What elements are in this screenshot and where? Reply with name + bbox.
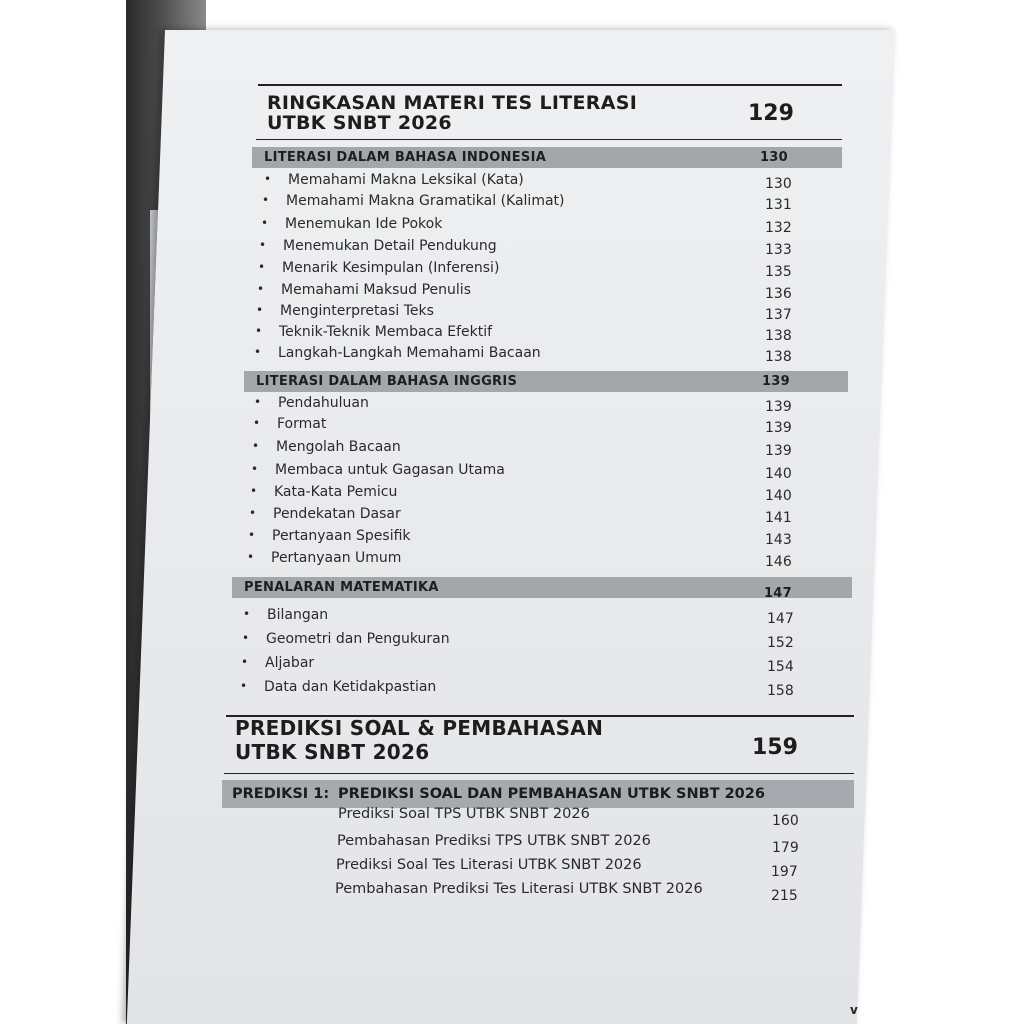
toc-entry-page: 140 [765, 466, 792, 482]
toc-entry-label: Langkah-Langkah Memahami Bacaan [278, 345, 541, 361]
bullet-icon: • [241, 655, 249, 669]
toc-entry-label: Pertanyaan Umum [271, 550, 402, 566]
bullet-icon: • [256, 303, 264, 317]
subsection-page: 147 [763, 586, 792, 601]
toc-entry-page: 135 [765, 264, 792, 280]
bullet-icon: • [252, 439, 260, 453]
prediksi-bar [222, 780, 854, 808]
toc-entry-page: 143 [765, 532, 792, 548]
prediksi-entry-page: 179 [772, 840, 799, 856]
toc-entry-label: Membaca untuk Gagasan Utama [275, 462, 505, 478]
prediksi-entry-label: Prediksi Soal TPS UTBK SNBT 2026 [338, 806, 590, 822]
toc-entry-label: Data dan Ketidakpastian [264, 679, 437, 695]
toc-entry-label: Geometri dan Pengukuran [266, 631, 450, 647]
toc-entry-page: 133 [765, 242, 792, 258]
bullet-icon: • [255, 324, 263, 338]
toc-entry-label: Memahami Maksud Penulis [281, 282, 471, 298]
toc-entry-page: 139 [765, 443, 792, 459]
toc-entry-label: Kata-Kata Pemicu [274, 484, 398, 500]
toc-entry-page: 154 [767, 659, 794, 675]
section1-title-line1: RINGKASAN MATERI TES LITERASI [267, 92, 638, 114]
bullet-icon: • [262, 193, 270, 207]
toc-entry-page: 130 [765, 176, 792, 192]
toc-entry-label: Aljabar [265, 655, 315, 671]
bullet-icon: • [243, 607, 251, 621]
toc-entry-page: 139 [765, 420, 792, 436]
section2-bottom-rule [224, 773, 854, 774]
subsection-bar-inggris [244, 371, 848, 392]
subsection-page: 130 [759, 150, 788, 165]
bullet-icon: • [253, 416, 261, 430]
section1-page: 129 [748, 101, 794, 126]
toc-entry-page: 146 [765, 554, 792, 570]
section1-top-rule [258, 84, 842, 86]
toc-entry-page: 158 [767, 683, 794, 699]
toc-entry-label: Format [277, 416, 327, 432]
toc-entry-page: 136 [765, 286, 792, 302]
subsection-title: LITERASI DALAM BAHASA INGGRIS [256, 374, 518, 389]
toc-entry-label: Teknik-Teknik Membaca Efektif [279, 324, 493, 340]
bullet-icon: • [254, 395, 262, 409]
section2-title-line2: UTBK SNBT 2026 [235, 740, 430, 764]
page-number: v [850, 1003, 858, 1017]
bullet-icon: • [257, 282, 265, 296]
bullet-icon: • [250, 484, 258, 498]
subsection-bar-indonesia [252, 147, 842, 168]
toc-entry-page: 132 [765, 220, 792, 236]
toc-entry-page: 137 [765, 307, 792, 323]
toc-entry-page: 140 [765, 488, 792, 504]
bullet-icon: • [254, 345, 262, 359]
bullet-icon: • [258, 260, 266, 274]
prediksi-entry-page: 197 [771, 864, 798, 880]
toc-entry-label: Bilangan [267, 607, 329, 623]
toc-entry-label: Mengolah Bacaan [276, 439, 401, 455]
prediksi-title: PREDIKSI SOAL DAN PEMBAHASAN UTBK SNBT 2026 [338, 786, 765, 802]
toc-entry-label: Menemukan Detail Pendukung [283, 238, 497, 254]
toc-entry-page: 147 [767, 611, 794, 627]
toc-entry-label: Menemukan Ide Pokok [285, 216, 443, 232]
toc-entry-page: 138 [765, 349, 792, 365]
bullet-icon: • [242, 631, 250, 645]
bullet-icon: • [248, 528, 256, 542]
prediksi-entry-label: Prediksi Soal Tes Literasi UTBK SNBT 2026 [336, 857, 642, 873]
prediksi-key: PREDIKSI 1: [232, 786, 330, 802]
bullet-icon: • [247, 550, 255, 564]
toc-entry-page: 139 [765, 399, 792, 415]
prediksi-entry-label: Pembahasan Prediksi TPS UTBK SNBT 2026 [337, 833, 651, 849]
bullet-icon: • [261, 216, 269, 230]
toc-entry-label: Menarik Kesimpulan (Inferensi) [282, 260, 500, 276]
toc-entry-label: Pendekatan Dasar [273, 506, 401, 522]
subsection-page: 139 [761, 374, 790, 389]
section2-title-line1: PREDIKSI SOAL & PEMBAHASAN [235, 716, 604, 740]
toc-entry-page: 141 [765, 510, 792, 526]
prediksi-entry-page: 215 [771, 888, 798, 904]
section1-title-line2: UTBK SNBT 2026 [267, 112, 452, 134]
prediksi-entry-page: 160 [772, 813, 799, 829]
subsection-title: LITERASI DALAM BAHASA INDONESIA [264, 150, 547, 165]
toc-entry-page: 131 [765, 197, 792, 213]
bullet-icon: • [249, 506, 257, 520]
bullet-icon: • [251, 462, 259, 476]
section1-bottom-rule [256, 139, 842, 140]
bullet-icon: • [240, 679, 248, 693]
prediksi-entry-label: Pembahasan Prediksi Tes Literasi UTBK SNBT 2026 [335, 881, 703, 897]
toc-entry-label: Memahami Makna Gramatikal (Kalimat) [286, 193, 565, 209]
bullet-icon: • [259, 238, 267, 252]
toc-entry-label: Pendahuluan [278, 395, 369, 411]
toc-entry-page: 138 [765, 328, 792, 344]
toc-entry-label: Memahami Makna Leksikal (Kata) [288, 172, 524, 188]
toc-entry-page: 152 [767, 635, 794, 651]
toc-entry-label: Pertanyaan Spesifik [272, 528, 411, 544]
subsection-bar-matematika [232, 577, 852, 601]
toc-entry-label: Menginterpretasi Teks [280, 303, 434, 319]
section2-page: 159 [752, 735, 798, 760]
bullet-icon: • [264, 172, 272, 186]
subsection-title: PENALARAN MATEMATIKA [244, 580, 439, 595]
